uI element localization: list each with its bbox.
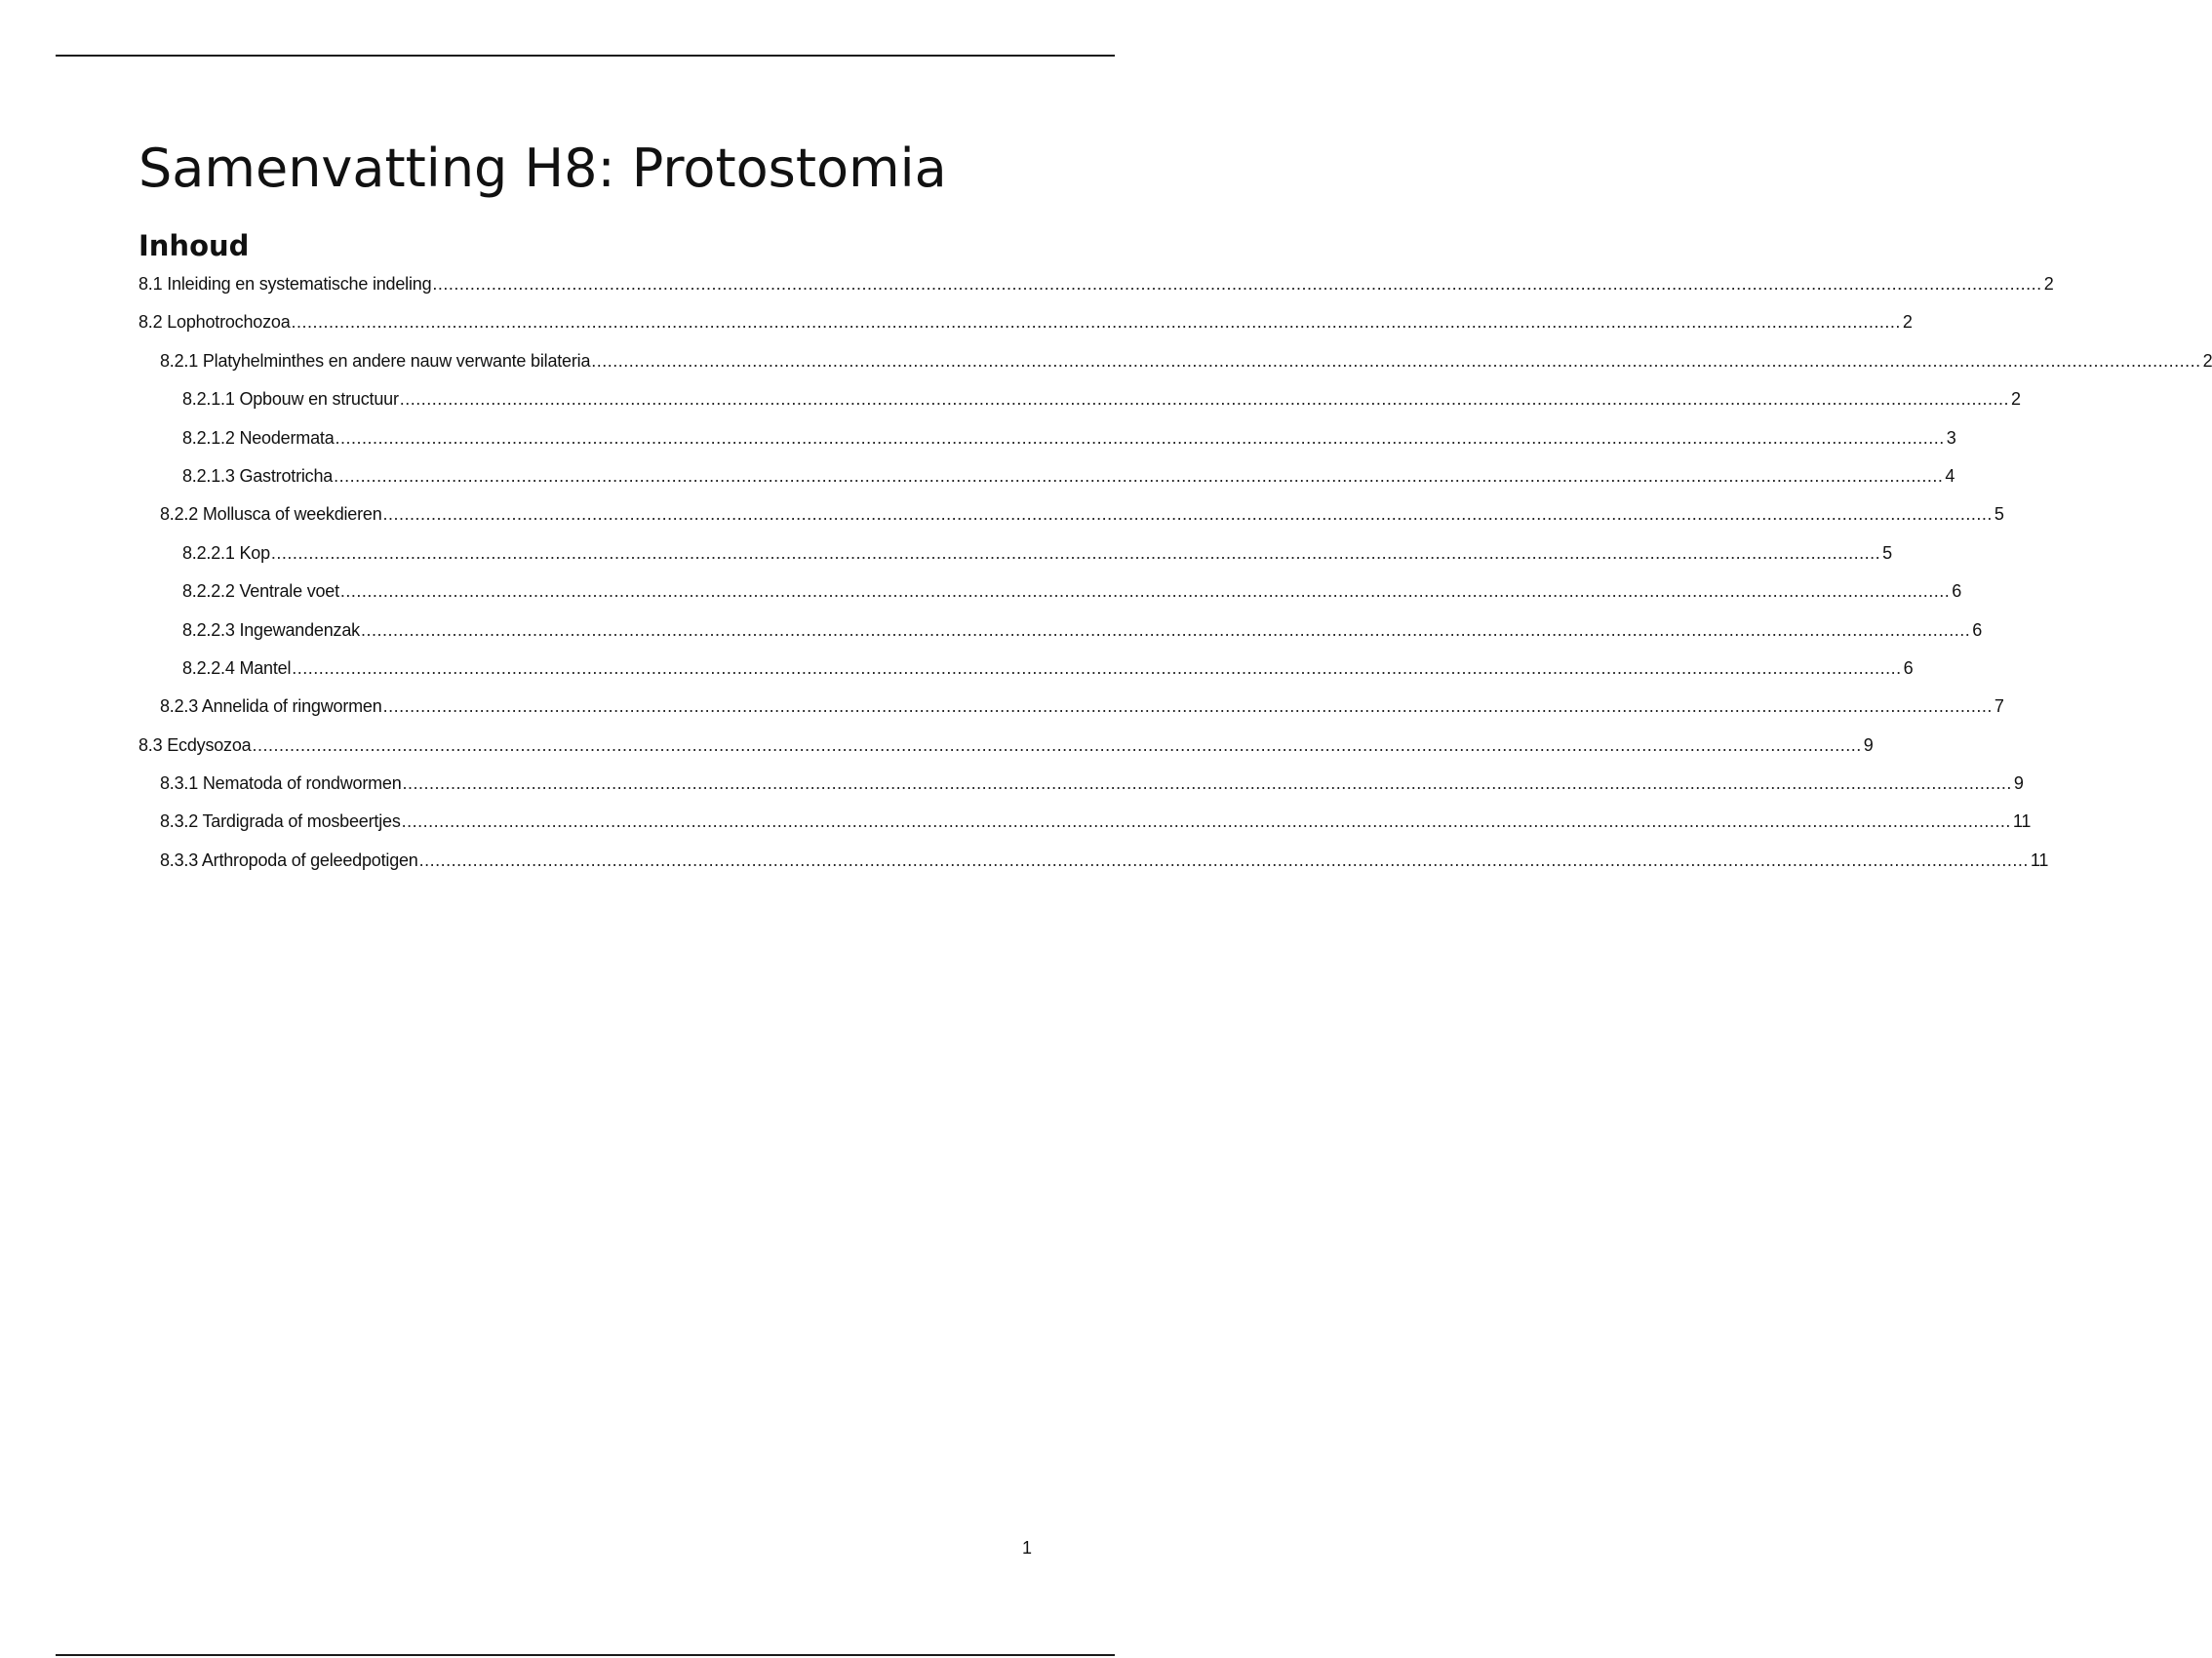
document-title: Samenvatting H8: Protostomia	[138, 138, 947, 199]
table-of-contents	[138, 274, 2212, 888]
toc-entry-8-2-2[interactable]	[138, 504, 2004, 542]
toc-entry-8-3-2[interactable]	[138, 811, 2032, 849]
toc-entry-page[interactable]: 6	[1972, 619, 1983, 640]
toc-entry-label[interactable]: 8.3.2 Tardigrada of mosbeertjes	[160, 811, 401, 832]
toc-dot-leader: ............................................................................................................................................................................................................................................................................................................	[252, 734, 1862, 755]
toc-entry-label[interactable]: 8.1 Inleiding en systematische indeling	[138, 274, 432, 294]
toc-dot-leader: ............................................................................................................................................................................................................................................................................................................	[270, 542, 1881, 563]
toc-dot-leader: ............................................................................................................................................................................................................................................................................................................	[360, 619, 1971, 640]
toc-dot-leader: ............................................................................................................................................................................................................................................................................................................	[418, 849, 2029, 870]
toc-entry-8-3[interactable]	[138, 734, 1874, 773]
toc-dot-leader: ............................................................................................................................................................................................................................................................................................................	[401, 811, 2011, 832]
toc-entry-page[interactable]: 2	[2202, 350, 2212, 371]
toc-dot-leader: ............................................................................................................................................................................................................................................................................................................	[339, 581, 1951, 602]
toc-entry-8-1[interactable]	[138, 274, 2054, 312]
toc-entry-label[interactable]: 8.2.1.3 Gastrotricha	[182, 465, 334, 486]
toc-entry-label[interactable]: 8.2.2.4 Mantel	[182, 657, 292, 678]
toc-entry-page[interactable]: 2	[2043, 274, 2054, 294]
toc-entry-label[interactable]: 8.2.2.3 Ingewandenzak	[182, 619, 360, 640]
toc-dot-leader: ............................................................................................................................................................................................................................................................................................................	[382, 696, 1993, 717]
toc-dot-leader: ............................................................................................................................................................................................................................................................................................................	[382, 504, 1993, 525]
header-rule	[56, 55, 1115, 57]
toc-entry-page[interactable]: 2	[1902, 312, 1913, 333]
toc-entry-8-2-3[interactable]	[138, 696, 2004, 734]
toc-entry-page[interactable]: 9	[1863, 734, 1874, 755]
toc-entry-page[interactable]: 5	[1994, 504, 2004, 525]
toc-entry-label[interactable]: 8.2.1 Platyhelminthes en andere nauw verwante bilateria	[160, 350, 591, 371]
toc-entry-label[interactable]: 8.3.3 Arthropoda of geleedpotigen	[160, 849, 418, 870]
toc-entry-page[interactable]: 5	[1882, 542, 1892, 563]
toc-entry-page[interactable]: 9	[2013, 773, 2024, 794]
toc-entry-label[interactable]: 8.3.1 Nematoda of rondwormen	[160, 773, 402, 794]
toc-entry-page[interactable]: 3	[1946, 427, 1956, 448]
toc-dot-leader: ............................................................................................................................................................................................................................................................................................................	[335, 427, 1945, 448]
toc-entry-label[interactable]: 8.2.2.2 Ventrale voet	[182, 581, 339, 602]
toc-entry-label[interactable]: 8.2.1.2 Neodermata	[182, 427, 335, 448]
toc-entry-8-2-2-2[interactable]	[138, 581, 1962, 619]
toc-dot-leader: ............................................................................................................................................................................................................................................................................................................	[291, 312, 1901, 333]
page-number: 1	[1021, 1538, 1032, 1558]
toc-dot-leader: ............................................................................................................................................................................................................................................................................................................	[334, 465, 1944, 486]
toc-heading: Inhoud	[138, 229, 250, 262]
toc-dot-leader: ............................................................................................................................................................................................................................................................................................................	[292, 657, 1902, 678]
toc-entry-8-2-1-3[interactable]	[138, 465, 1955, 504]
toc-entry-8-2[interactable]	[138, 312, 1913, 350]
toc-entry-8-2-1[interactable]	[138, 350, 2212, 389]
toc-dot-leader: ............................................................................................................................................................................................................................................................................................................	[591, 350, 2201, 371]
toc-entry-label[interactable]: 8.2.3 Annelida of ringwormen	[160, 696, 382, 717]
toc-entry-8-3-1[interactable]	[138, 773, 2024, 811]
toc-entry-label[interactable]: 8.2.2 Mollusca of weekdieren	[160, 504, 382, 525]
toc-entry-page[interactable]: 11	[2030, 849, 2049, 870]
toc-entry-page[interactable]: 4	[1945, 465, 1955, 486]
toc-entry-label[interactable]: 8.2.1.1 Opbouw en structuur	[182, 389, 399, 410]
toc-entry-8-2-2-4[interactable]	[138, 657, 1914, 696]
toc-entry-page[interactable]: 7	[1994, 696, 2004, 717]
toc-entry-page[interactable]: 11	[2012, 811, 2032, 832]
toc-entry-page[interactable]: 2	[2011, 389, 2021, 410]
toc-dot-leader: ............................................................................................................................................................................................................................................................................................................	[402, 773, 2012, 794]
toc-entry-page[interactable]: 6	[1903, 657, 1914, 678]
toc-dot-leader: ............................................................................................................................................................................................................................................................................................................	[432, 274, 2042, 294]
toc-entry-8-2-1-1[interactable]	[138, 389, 2021, 427]
toc-entry-label[interactable]: 8.2.2.1 Kop	[182, 542, 270, 563]
footer-rule	[56, 1654, 1115, 1656]
toc-entry-page[interactable]: 6	[1952, 581, 1962, 602]
toc-entry-8-3-3[interactable]	[138, 849, 2049, 888]
toc-entry-label[interactable]: 8.3 Ecdysozoa	[138, 734, 252, 755]
toc-entry-8-2-2-3[interactable]	[138, 619, 1983, 658]
toc-entry-8-2-1-2[interactable]	[138, 427, 1956, 466]
toc-entry-8-2-2-1[interactable]	[138, 542, 1892, 581]
toc-dot-leader: ............................................................................................................................................................................................................................................................................................................	[399, 389, 2010, 410]
toc-entry-label[interactable]: 8.2 Lophotrochozoa	[138, 312, 291, 333]
